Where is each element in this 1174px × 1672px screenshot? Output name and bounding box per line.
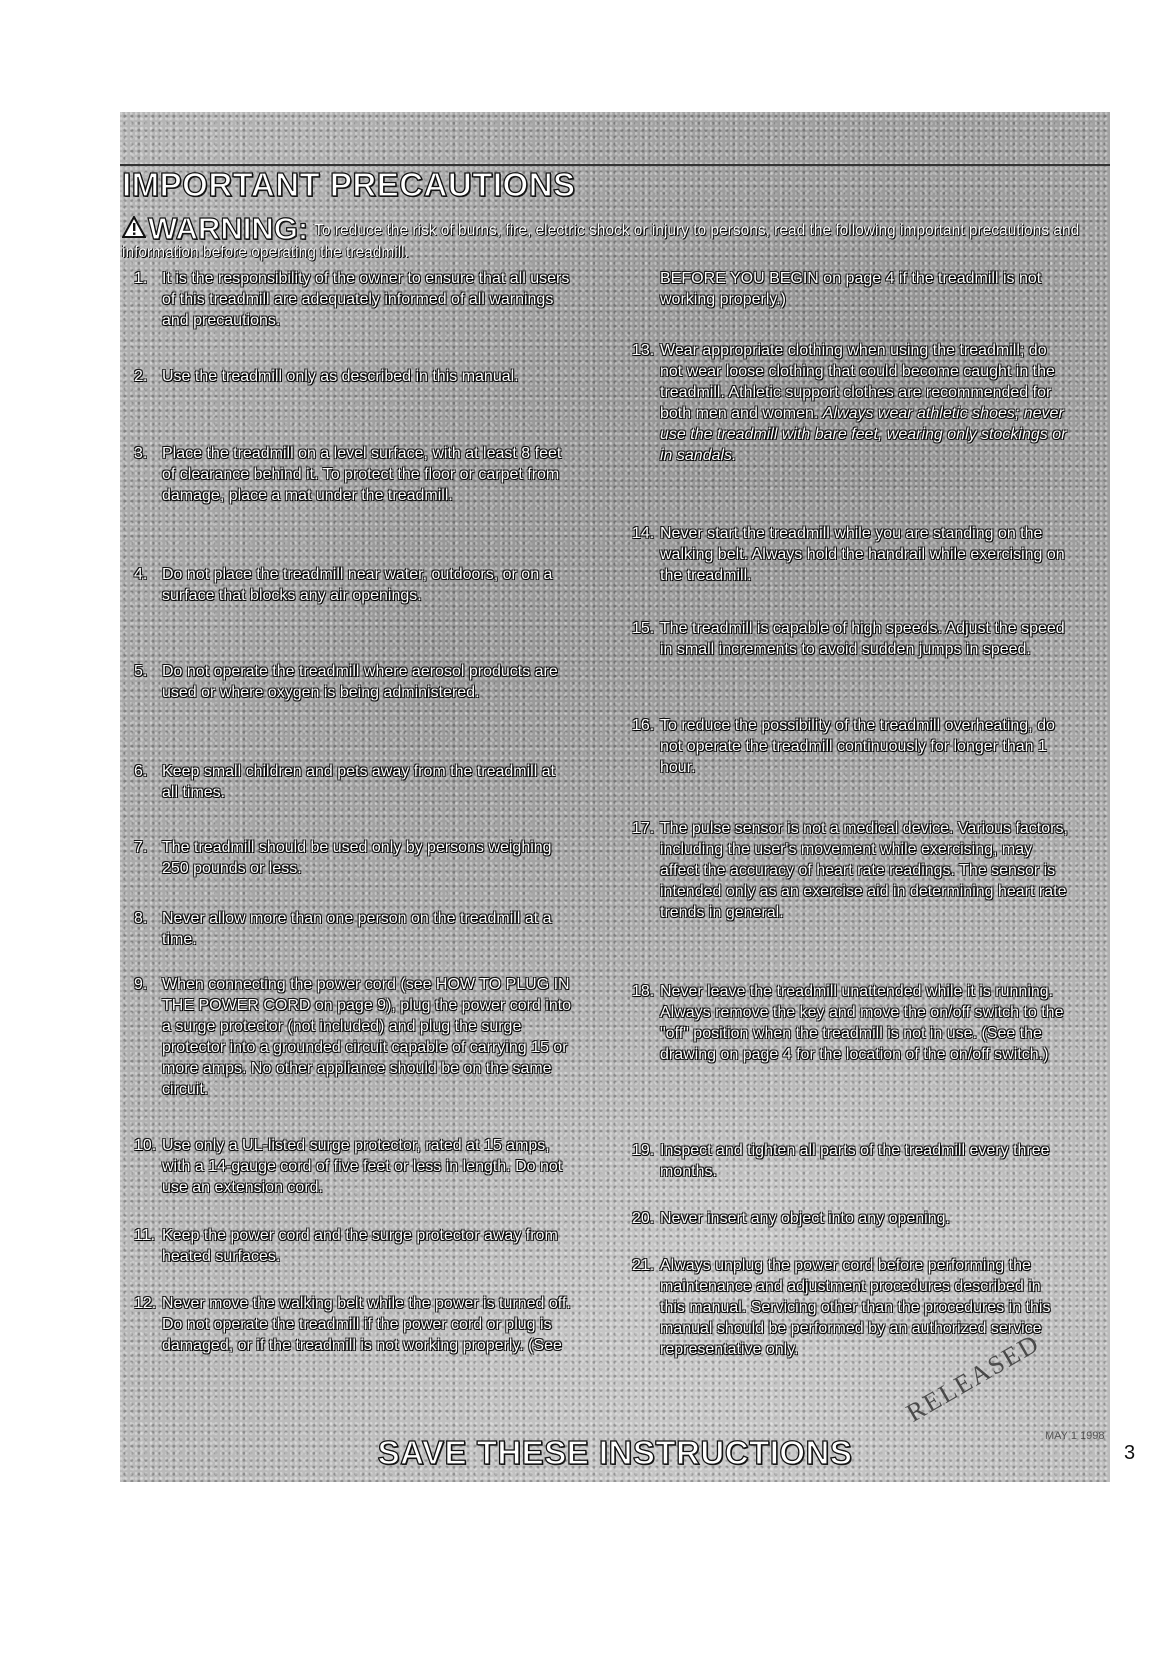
warning-block bbox=[122, 211, 1107, 262]
item-text: Do not place the treadmill near water, outdoors, or on a surface that blocks any air openings. bbox=[162, 566, 553, 604]
precaution-item bbox=[134, 974, 572, 1100]
item-text: When connecting the power cord (see HOW TO PLUG IN THE POWER CORD on page 9), plug the power cord into a surge protector (not included) and plug the surge protector into a grounded circuit capable of carrying 15 or more amps. No other appliance should be on the same circuit. bbox=[162, 976, 572, 1098]
precaution-item bbox=[134, 761, 572, 803]
precaution-item bbox=[134, 837, 572, 879]
item-text: Use the treadmill only as described in this manual. bbox=[162, 368, 519, 385]
item-number: 21. bbox=[632, 1257, 655, 1274]
item-number: 9. bbox=[134, 976, 148, 993]
item-text: Never insert any object into any opening. bbox=[660, 1210, 950, 1227]
item-text-regular: Wear appropriate clothing when using the treadmill; do not wear loose clothing that could become caught in the treadmill. Athletic support clothes are recommended for both men and women. bbox=[660, 342, 1055, 422]
item-number: 3. bbox=[134, 445, 148, 462]
precaution-item bbox=[632, 340, 1070, 466]
item-number: 5. bbox=[134, 663, 148, 680]
stamp-text: RELEASED bbox=[901, 1328, 1045, 1428]
warning-triangle-icon bbox=[122, 216, 146, 243]
precaution-item bbox=[134, 1135, 572, 1198]
precaution-item bbox=[632, 618, 1070, 660]
item-number: 11. bbox=[134, 1227, 156, 1244]
item-text: It is the responsibility of the owner to ensure that all users of this treadmill are adequately informed of all warnings and precautions. bbox=[162, 270, 570, 329]
precaution-item bbox=[134, 268, 572, 331]
item-text: Place the treadmill on a level surface, with at least 8 feet of clearance behind it. To protect the floor or carpet from damage, place a mat under the treadmill. bbox=[162, 445, 562, 504]
precaution-item bbox=[134, 366, 572, 387]
item-text: BEFORE YOU BEGIN on page 4 if the treadmill is not working properly.) bbox=[660, 270, 1042, 308]
save-instructions-heading: SAVE THESE INSTRUCTIONS bbox=[377, 1434, 853, 1471]
item-text: Do not operate the treadmill where aerosol products are used or where oxygen is being administered. bbox=[162, 663, 558, 701]
precaution-item bbox=[632, 981, 1070, 1065]
precaution-item bbox=[134, 443, 572, 506]
item-text: Always unplug the power cord before performing the maintenance and adjustment procedures described in this manual. Servicing other than the procedures in this manual should be performed by an authorized service representative only. bbox=[660, 1257, 1051, 1358]
item-number: 6. bbox=[134, 763, 148, 780]
item-text-italic: Always wear athletic shoes; never use the treadmill with bare feet, wearing only stockings or in sandals. bbox=[660, 405, 1067, 464]
item-text: Keep small children and pets away from the treadmill at all times. bbox=[162, 763, 556, 801]
precaution-item bbox=[134, 564, 572, 606]
item-text: The treadmill should be used only by persons weighing 250 pounds or less. bbox=[162, 839, 552, 877]
item-number: 16. bbox=[632, 717, 655, 734]
item-number: 17. bbox=[632, 820, 655, 837]
precaution-item bbox=[632, 1140, 1070, 1182]
item-text: Never move the walking belt while the power is turned off. Do not operate the treadmill if the power cord or plug is damaged, or if the treadmill is not working properly. (See bbox=[162, 1295, 571, 1354]
item-text: Keep the power cord and the surge protector away from heated surfaces. bbox=[162, 1227, 558, 1265]
item-text: The treadmill is capable of high speeds. Adjust the speed in small increments to avoid sudden jumps in speed. bbox=[660, 620, 1065, 658]
precaution-item bbox=[134, 1293, 572, 1356]
precaution-item bbox=[632, 715, 1070, 778]
item-text: Use only a UL-listed surge protector, rated at 15 amps, with a 14-gauge cord of five feet or less in length. Do not use an extension cord. bbox=[162, 1137, 563, 1196]
item-number: 13. bbox=[632, 342, 655, 359]
page-number: 3 bbox=[1124, 1442, 1136, 1464]
item-text: Inspect and tighten all parts of the treadmill every three months. bbox=[660, 1142, 1050, 1180]
item-number: 7. bbox=[134, 839, 148, 856]
item-number: 20. bbox=[632, 1210, 655, 1227]
precaution-item bbox=[632, 523, 1070, 586]
item-text: Never allow more than one person on the treadmill at a time. bbox=[162, 910, 552, 948]
precaution-item bbox=[134, 1225, 572, 1267]
precaution-item bbox=[632, 818, 1070, 923]
stamp-date: MAY 1 1998 bbox=[1045, 1430, 1105, 1442]
warning-text: To reduce the risk of burns, fire, electric shock or injury to persons, read the following important precautions and information before operating the treadmill. bbox=[122, 222, 1080, 261]
item-text: To reduce the possibility of the treadmill overheating, do not operate the treadmill continuously for longer than 1 hour. bbox=[660, 717, 1055, 776]
page-title: IMPORTANT PRECAUTIONS bbox=[122, 166, 576, 203]
item-number: 8. bbox=[134, 910, 148, 927]
item-number: 1. bbox=[134, 270, 148, 287]
item-number: 19. bbox=[632, 1142, 655, 1159]
precaution-item bbox=[134, 908, 572, 950]
precaution-item bbox=[134, 661, 572, 703]
precaution-item bbox=[632, 268, 1070, 310]
item-text: Never leave the treadmill unattended while it is running. Always remove the key and move the on/off switch to the "off" position when the treadmill is not in use. (See the drawing on page 4 for the location of the on/off switch.) bbox=[660, 983, 1064, 1063]
warning-label: WARNING: bbox=[148, 211, 309, 246]
item-number: 2. bbox=[134, 368, 148, 385]
precaution-item bbox=[632, 1208, 1070, 1229]
item-number: 10. bbox=[134, 1137, 157, 1154]
item-text bbox=[660, 340, 1070, 466]
item-text: The pulse sensor is not a medical device. Various factors, including the user's movement while exercising, may affect the accuracy of heart rate readings. The sensor is intended only as an exercise aid in determining heart rate trends in general. bbox=[660, 820, 1068, 921]
precautions-panel bbox=[120, 112, 1110, 1482]
precaution-columns bbox=[134, 268, 1094, 1378]
item-number: 18. bbox=[632, 983, 655, 1000]
item-number: 4. bbox=[134, 566, 148, 583]
item-number: 12. bbox=[134, 1295, 157, 1312]
item-number: 14. bbox=[632, 525, 655, 542]
item-number: 15. bbox=[632, 620, 655, 637]
item-text: Never start the treadmill while you are standing on the walking belt. Always hold the handrail while exercising on the treadmill. bbox=[660, 525, 1065, 584]
